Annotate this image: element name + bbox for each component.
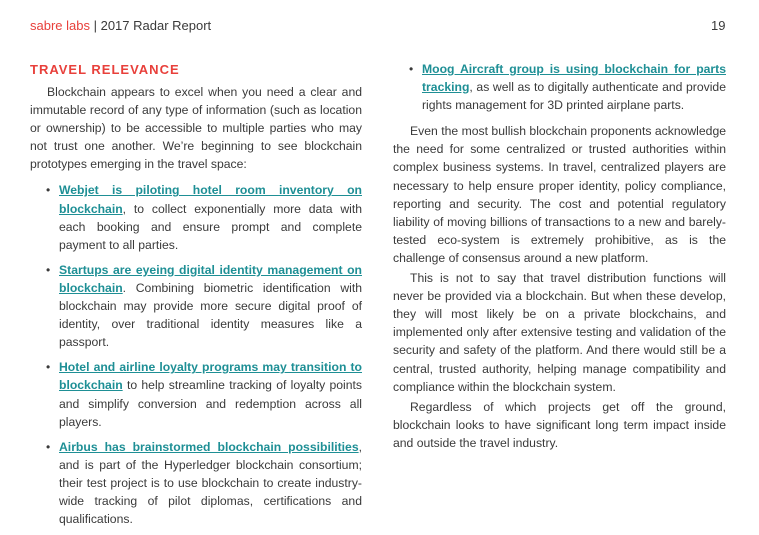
page-number: 19 xyxy=(711,18,726,33)
body-paragraph: Regardless of which projects get off the ground, blockchain looks to have significant long term impact inside and outside the travel industry. xyxy=(393,399,726,450)
list-item xyxy=(30,181,362,253)
bullet-icon: • xyxy=(46,360,51,375)
list-item xyxy=(30,358,362,430)
airbus-link[interactable]: Airbus has brainstormed blockchain possibilities xyxy=(59,439,359,454)
list-item-text: to help streamline tracking of loyalty points and simplify conversion and redemption across all players. xyxy=(59,378,362,429)
brand-name: sabre labs xyxy=(30,18,90,33)
list-item xyxy=(30,438,362,528)
report-title: 2017 Radar Report xyxy=(100,18,212,33)
list-item xyxy=(393,60,726,114)
body-paragraph: Even the most bullish blockchain proponents acknowledge the need for some centralized or trusted authorities within complex business systems. In travel, centralized players are necessary to help ensure proper identity, policy compliance, reporting and security. The cost and potential regulatory liability of moving billions of transactions to a new and barely-tested eco-system is extremely prohibitive, as is the challenge of consensus around a new platform. xyxy=(393,124,726,265)
bullet-icon: • xyxy=(409,62,414,76)
loyalty-programs-link[interactable]: Hotel and airline loyalty programs may transition to blockchain xyxy=(59,360,362,393)
list-item-text: . Combining biometric identification with blockchain may provide more secure digital proof of identity, over traditional identity measures like a passport. xyxy=(59,280,362,350)
bullet-icon: • xyxy=(46,262,51,277)
bullet-icon: • xyxy=(46,439,51,454)
list-item-text: , and is part of the Hyperledger blockchain consortium; their test project is to use blockchain to create industry-wide tracking of pilot diplomas, certifications and qualifications. xyxy=(59,439,362,527)
bullet-icon: • xyxy=(46,183,51,198)
header-separator: | xyxy=(89,18,101,33)
moog-link[interactable]: Moog Aircraft group is using blockchain for parts tracking xyxy=(422,62,726,95)
list-item-text: , to collect exponentially more data with each booking and ensure prompt and complete payment to all parties. xyxy=(59,201,362,252)
example-list-continued xyxy=(393,60,726,114)
page-header xyxy=(30,18,211,33)
body-paragraph: This is not to say that travel distribution functions will never be provided via a blockchain. But when these develop, they will most likely be on a private blockchains, and implemented only after extensive testing and validation of the security and safety of the platform. And there would still be a central, trusted authority, helping manage compatibility and compliance within the blockchain system. xyxy=(393,271,726,394)
section-heading: TRAVEL RELEVANCE xyxy=(30,62,180,77)
startups-identity-link[interactable]: Startups are eyeing digital identity management on blockchain xyxy=(59,262,362,295)
list-item xyxy=(30,261,362,351)
right-column xyxy=(393,60,726,452)
left-column xyxy=(30,60,362,535)
example-list xyxy=(30,181,362,528)
webjet-link[interactable]: Webjet is piloting hotel room inventory on blockchain xyxy=(59,183,362,216)
list-item-text: , as well as to digitally authenticate and provide rights management for 3D printed airplane parts. xyxy=(422,80,726,113)
intro-paragraph: Blockchain appears to excel when you need a clear and immutable record of any type of information (such as location or ownership) to be accessible to multiple parties who may not trust one another. We’re beginning to see blockchain prototypes emerging in the travel space: xyxy=(30,85,362,172)
